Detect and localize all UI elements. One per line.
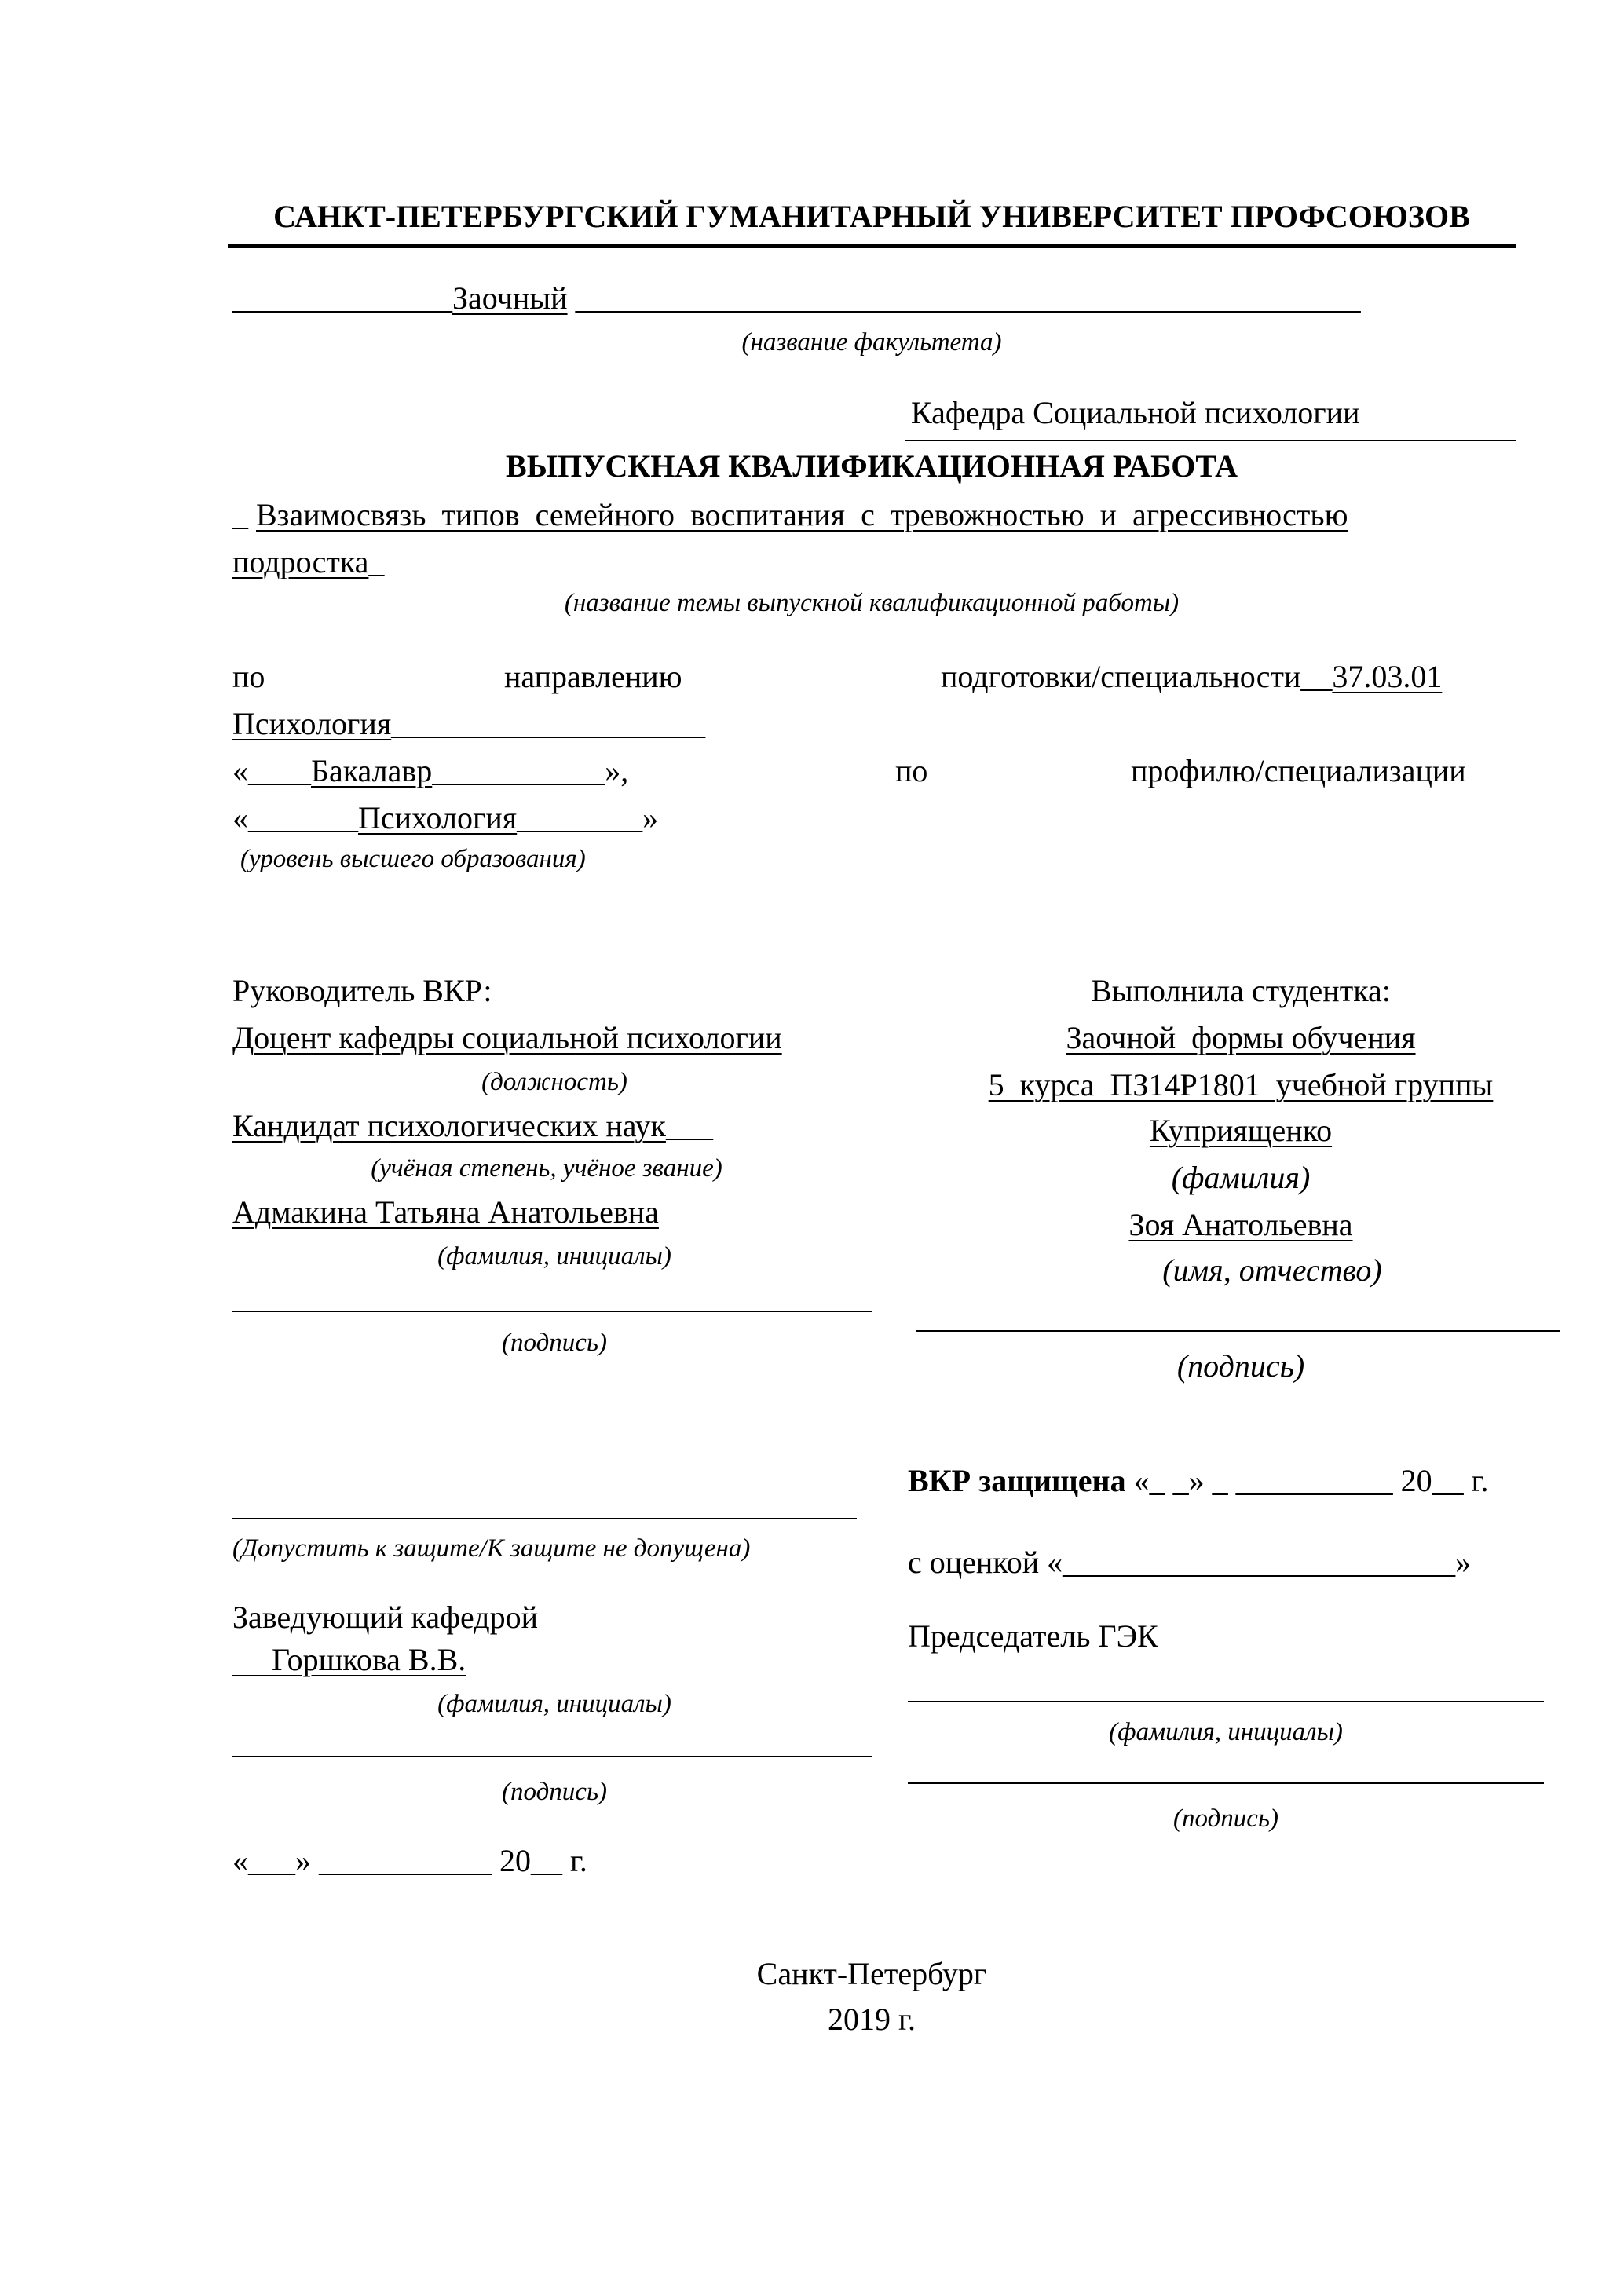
level-quote-open: « xyxy=(232,753,248,788)
topic-line-2 xyxy=(232,543,384,581)
level-blank-post: ___________ xyxy=(432,753,605,788)
gek-signature-line[interactable] xyxy=(908,1782,1544,1784)
direction-word-po: по xyxy=(232,659,265,694)
student-surname[interactable]: Куприященко xyxy=(1149,1113,1333,1148)
student-form-wrap xyxy=(903,1019,1578,1057)
direction-word-napravleniyu: направлению xyxy=(504,659,682,694)
direction-name-line xyxy=(232,705,705,743)
profile-quote-open: « xyxy=(232,800,248,835)
defense-date[interactable]: «_ _» _ __________ 20__ г. xyxy=(1125,1463,1489,1498)
admission-caption: (Допустить к защите/К защите не допущена) xyxy=(232,1534,751,1563)
supervisor-label: Руководитель ВКР: xyxy=(232,973,492,1008)
department-underline xyxy=(905,440,1516,441)
profile-blank-pre: _______ xyxy=(248,800,358,835)
faculty-blank-suffix: __________________________________________________ xyxy=(567,280,1361,316)
gek-chair-label: Председатель ГЭК xyxy=(908,1618,1158,1654)
grade-close: » xyxy=(1455,1545,1472,1580)
topic-suffix: _ xyxy=(368,544,385,579)
head-signature-caption: (подпись) xyxy=(502,1778,607,1806)
supervisor-position-caption: (должность) xyxy=(481,1068,627,1096)
level-blank-pre: ____ xyxy=(248,753,311,788)
head-signature-line[interactable] xyxy=(232,1756,872,1757)
education-level[interactable]: Бакалавр xyxy=(311,753,433,788)
supervisor-degree-line xyxy=(232,1107,713,1145)
student-signature-line[interactable] xyxy=(916,1330,1560,1332)
supervisor-position[interactable]: Доцент кафедры социальной психологии xyxy=(232,1020,782,1055)
direction-word-podgotovki: подготовки/специальности xyxy=(941,659,1301,694)
level-caption: (уровень высшего образования) xyxy=(240,845,586,873)
level-quote-close: », xyxy=(605,753,629,788)
profile-word-po: по xyxy=(895,753,928,788)
student-name[interactable]: Зоя Анатольевна xyxy=(1128,1207,1353,1242)
direction-code[interactable]: 37.03.01 xyxy=(1332,659,1443,694)
header-rule xyxy=(228,244,1516,248)
department-name[interactable]: Кафедра Социальной психологии xyxy=(911,395,1360,430)
supervisor-signature-line[interactable] xyxy=(232,1311,872,1312)
student-study-form[interactable]: Заочной формы обучения xyxy=(1066,1020,1416,1055)
head-name[interactable]: Горшкова В.В. xyxy=(232,1642,466,1677)
work-title: ВЫПУСКНАЯ КВАЛИФИКАЦИОННАЯ РАБОТА xyxy=(506,448,1238,484)
supervisor-name[interactable]: Адмакина Татьяна Анатольевна xyxy=(232,1194,659,1230)
supervisor-degree[interactable]: Кандидат психологических наук xyxy=(232,1108,666,1143)
level-line xyxy=(232,752,628,790)
student-surname-caption: (фамилия) xyxy=(1171,1160,1311,1195)
profile-line xyxy=(232,799,658,837)
supervisor-signature-caption: (подпись) xyxy=(502,1329,607,1357)
university-name: САНКТ-ПЕТЕРБУРГСКИЙ ГУМАНИТАРНЫЙ УНИВЕРСИТЕТ ПРОФСОЮЗОВ xyxy=(273,199,1470,234)
student-name-caption: (имя, отчество) xyxy=(1162,1252,1382,1288)
profile-quote-close: » xyxy=(642,800,659,835)
profile-word-specialization: профилю/специализации xyxy=(1131,753,1466,788)
student-label: Выполнила студентка: xyxy=(1091,973,1391,1008)
topic-caption: (название темы выпускной квалификационной работы) xyxy=(564,589,1180,617)
gek-chair-name-line[interactable] xyxy=(908,1701,1544,1702)
faculty-value[interactable]: Заочный xyxy=(452,280,568,316)
student-surname-wrap xyxy=(903,1112,1578,1150)
admission-date[interactable]: «___» ___________ 20__ г. xyxy=(232,1843,587,1878)
defense-label: ВКР защищена xyxy=(908,1463,1126,1498)
grade-line xyxy=(908,1544,1471,1581)
admission-decision-line[interactable] xyxy=(232,1518,857,1519)
topic-line-1 xyxy=(232,496,1514,534)
direction-name-blank: ____________________ xyxy=(391,706,706,741)
grade-label: с оценкой « xyxy=(908,1545,1063,1580)
student-name-wrap xyxy=(903,1206,1578,1244)
defense-line xyxy=(908,1462,1488,1500)
profile-value[interactable]: Психология xyxy=(358,800,518,835)
gek-chair-caption: (фамилия, инициалы) xyxy=(1109,1718,1343,1746)
head-label: Заведующий кафедрой xyxy=(232,1600,539,1635)
grade-blank[interactable]: _________________________ xyxy=(1063,1545,1456,1580)
direction-code-line xyxy=(941,658,1442,696)
student-course-group[interactable]: 5 курса ПЗ14Р1801 учебной группы xyxy=(988,1067,1494,1102)
topic-text-2[interactable]: подростка xyxy=(232,544,369,579)
head-name-caption: (фамилия, инициалы) xyxy=(437,1690,671,1718)
faculty-caption: (название факультета) xyxy=(741,328,1002,356)
city: Санкт-Петербург xyxy=(756,1956,987,1991)
supervisor-degree-caption: (учёная степень, учёное звание) xyxy=(371,1154,722,1183)
faculty-blank-prefix: ______________ xyxy=(232,280,452,316)
topic-prefix: _ xyxy=(232,497,248,532)
direction-code-blank: __ xyxy=(1300,659,1333,694)
topic-text-1[interactable]: Взаимосвязь типов семейного воспитания с тревожностью и агрессивностью xyxy=(256,497,1348,532)
year: 2019 г. xyxy=(828,2002,916,2037)
supervisor-name-caption: (фамилия, инициалы) xyxy=(437,1242,671,1270)
student-group-wrap xyxy=(903,1066,1578,1104)
student-signature-caption: (подпись) xyxy=(1176,1348,1305,1384)
faculty-line xyxy=(232,280,1361,317)
profile-blank-post: ________ xyxy=(517,800,643,835)
direction-name[interactable]: Психология xyxy=(232,706,392,741)
gek-signature-caption: (подпись) xyxy=(1173,1804,1278,1833)
supervisor-degree-blank: ___ xyxy=(665,1108,713,1143)
